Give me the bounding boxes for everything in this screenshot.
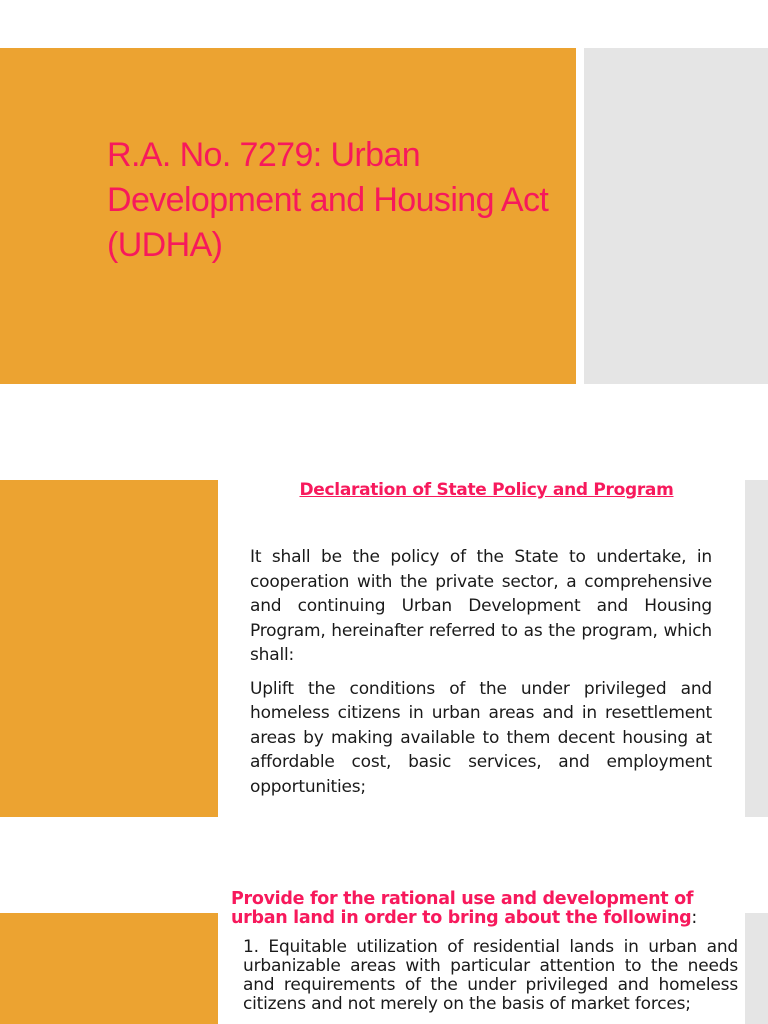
slide2-side-panel [745,480,768,817]
slide3-side-panel [745,913,768,1024]
policy-body [250,545,712,808]
land-use-heading [231,890,711,928]
slide-title: R.A. No. 7279: Urban Development and Housing Act (UDHA) [107,136,549,264]
heading-colon: : [691,908,697,928]
land-use-heading-text: Provide for the rational use and development of urban land in order to bring about the following [231,889,694,928]
policy-paragraph: It shall be the policy of the State to undertake, in cooperation with the private sector, a comprehensive and continuing Urban Development and Housing Program, hereinafter referred to as the program, which shall: [250,547,712,665]
slide2-accent-panel [0,480,218,817]
policy-paragraph: Uplift the conditions of the under privileged and homeless citizens in urban areas and in resettlement areas by making available to them decent housing at affordable cost, basic services, and employment opportunities; [250,678,712,797]
list-item: 1. Equitable utilization of residential lands in urban and urbanizable areas with particular attention to the needs and requirements of the under privileged and homeless citizens and not merely on the basis of market forces; [243,937,738,1014]
policy-heading: Declaration of State Policy and Program [299,480,674,500]
title-slide-side-panel [584,48,768,384]
slide3-accent-panel [0,913,218,1024]
